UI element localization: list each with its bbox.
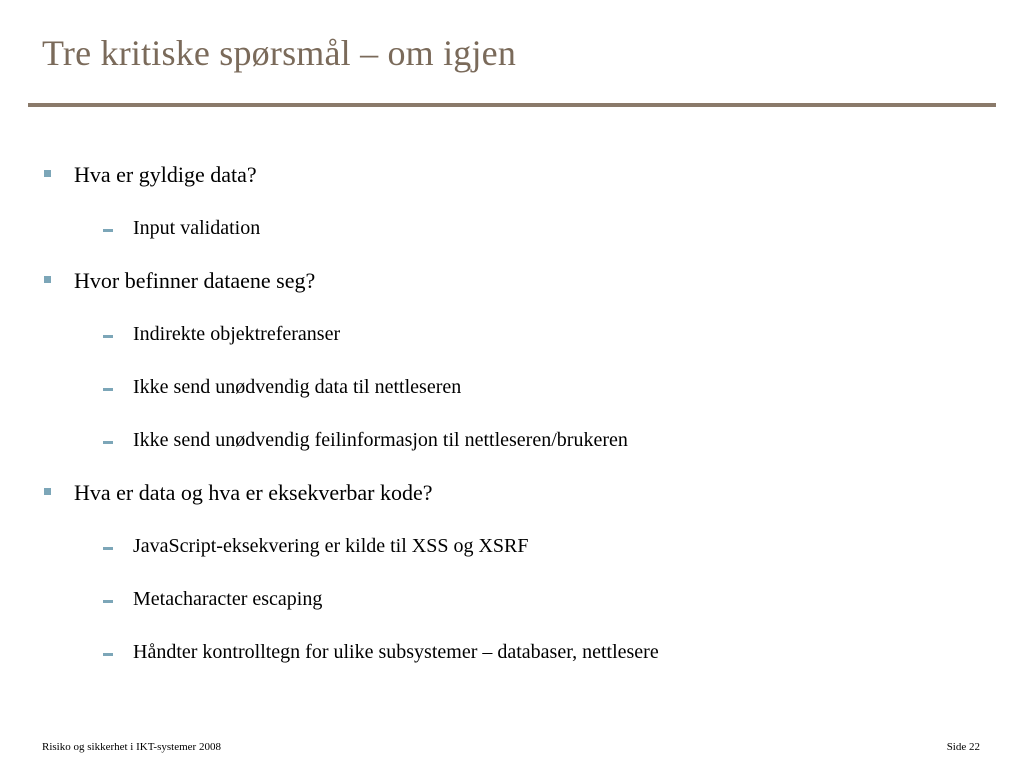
dash-bullet-icon [103,653,113,656]
footer-page-number: Side 22 [946,741,980,753]
dash-bullet-icon [103,547,113,550]
sub-bullet-item [42,584,982,614]
title-divider [28,103,996,107]
square-bullet-icon [44,276,51,283]
sub-bullet-item [42,319,982,349]
dash-bullet-icon [103,229,113,232]
sub-bullet-item [42,425,982,455]
sub-bullet-text: Ikke send unødvendig feilinformasjon til nettleseren/brukeren [133,428,628,451]
sub-bullet-text: Metacharacter escaping [133,587,323,610]
sub-bullet-item [42,637,982,667]
dash-bullet-icon [103,600,113,603]
bullet-text: Hvor befinner dataene seg? [74,268,316,293]
dash-bullet-icon [103,388,113,391]
slide-title: Tre kritiske spørsmål – om igjen [42,33,517,73]
sub-bullet-text: JavaScript-eksekvering er kilde til XSS og XSRF [133,534,529,557]
bullet-text: Hva er gyldige data? [74,162,257,187]
bullet-text: Hva er data og hva er eksekverbar kode? [74,480,433,505]
sub-bullet-item [42,531,982,561]
bullet-item [42,478,982,508]
square-bullet-icon [44,170,51,177]
sub-bullet-text: Håndter kontrolltegn for ulike subsystemer – databaser, nettlesere [133,640,659,663]
sub-bullet-item [42,372,982,402]
bullet-item [42,160,982,190]
square-bullet-icon [44,488,51,495]
sub-bullet-item [42,213,982,243]
sub-bullet-text: Ikke send unødvendig data til nettleseren [133,375,462,398]
bullet-list [42,160,982,690]
dash-bullet-icon [103,335,113,338]
sub-bullet-text: Indirekte objektreferanser [133,322,341,345]
dash-bullet-icon [103,441,113,444]
bullet-item [42,266,982,296]
footer-course-title: Risiko og sikkerhet i IKT-systemer 2008 [42,741,221,753]
sub-bullet-text: Input validation [133,216,261,239]
